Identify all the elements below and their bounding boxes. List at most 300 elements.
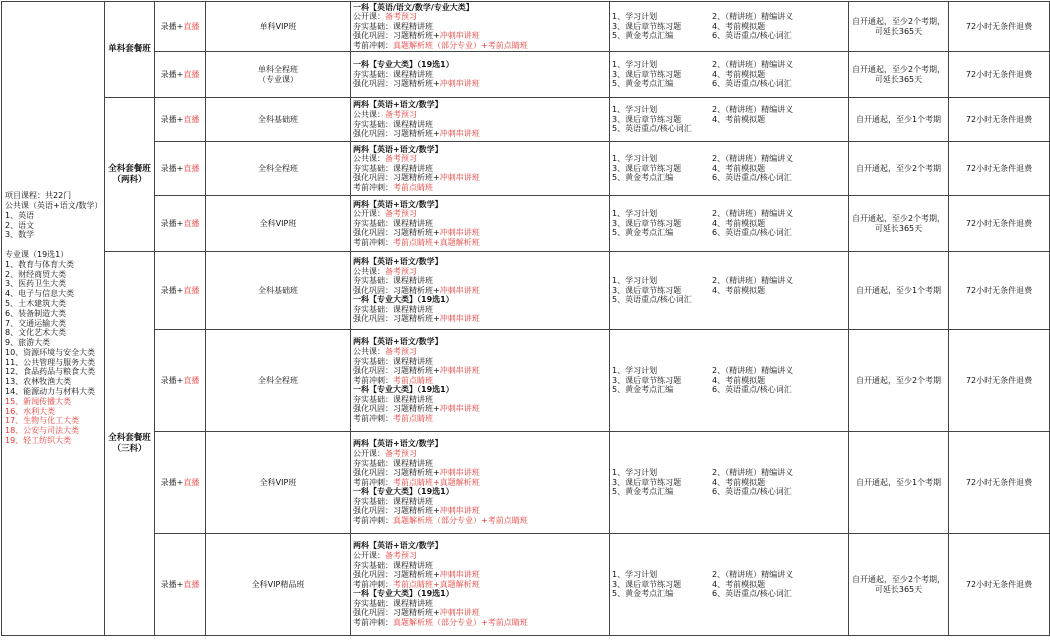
mode-live: 直播 (183, 69, 200, 79)
content-cell (351, 98, 610, 142)
content-line (353, 12, 607, 22)
course-name: 全科VIP精品班 (251, 579, 305, 589)
package-name-cell (105, 252, 155, 636)
catalog-line: 7、交通运输大类 (5, 318, 67, 328)
content-line (353, 366, 607, 376)
table-row (2, 142, 1050, 196)
catalog-line: 1、英语 (5, 210, 35, 220)
catalog-line: 3、数学 (5, 230, 35, 240)
content-highlight: 冲刺串讲班 (439, 228, 480, 238)
package-sub: （两科） (112, 174, 147, 185)
study-item: 3、课后章节练习题 (612, 114, 682, 124)
study-items-cell (610, 432, 849, 534)
content-highlight: 备考预习 (385, 12, 417, 22)
study-items-row (612, 70, 846, 80)
content-line (353, 295, 607, 305)
content-text: 夯实基础：课程精讲班 (353, 276, 433, 286)
content-text: 公共课： (353, 346, 385, 356)
study-items-cell (610, 252, 849, 330)
study-items-row (612, 79, 846, 89)
content-text: 一科【专业大类】（19选1） (353, 385, 454, 395)
refund-cell (949, 196, 1050, 252)
content-text: 两科【英语+语文/数学】 (353, 144, 443, 154)
content-text: 夯实基础：课程精讲班 (353, 394, 433, 404)
course-name-cell (206, 2, 351, 52)
study-items-row (612, 286, 846, 296)
course-name-cell (206, 142, 351, 196)
study-item: 1、学习计划 (612, 570, 658, 580)
study-item: 3、课后章节练习题 (612, 375, 682, 385)
catalog-line: 10、资源环境与安全大类 (5, 347, 96, 357)
table-row (2, 432, 1050, 534)
course-name: 单科VIP班 (259, 21, 297, 31)
content-text: 考前冲刺： (353, 375, 393, 385)
content-line (353, 22, 607, 32)
mode-plain: 录播+ (160, 21, 184, 31)
content-text: 考前冲刺： (353, 516, 393, 526)
catalog-line: 12、食品药品与粮食大类 (5, 367, 96, 377)
table-row (2, 196, 1050, 252)
term-line: 可延长365天 (874, 26, 923, 36)
content-highlight: 冲刺串讲班 (439, 173, 480, 183)
term-line: 可延长365天 (874, 74, 923, 84)
course-name: 全科全程班 (258, 375, 298, 385)
content-text: 强化巩固：习题精析班+ (353, 31, 440, 41)
study-items-row (612, 60, 846, 70)
content-text: 考前冲刺： (353, 237, 393, 247)
content-cell (351, 2, 610, 52)
term-line: 自开通起，至少1个考期 (855, 285, 942, 295)
content-highlight: 冲刺串讲班 (439, 506, 480, 516)
refund-text: 72小时无条件退费 (965, 579, 1033, 589)
term-line: 可延长365天 (874, 584, 923, 594)
content-highlight: 冲刺串讲班 (439, 79, 480, 89)
term-cell (849, 534, 949, 636)
content-text: 考前冲刺： (353, 40, 393, 50)
content-highlight: 冲刺串讲班 (439, 314, 480, 324)
content-line (353, 110, 607, 120)
study-item: 3、课后章节练习题 (612, 218, 682, 228)
study-item: 2、（精讲班）精编讲义 (712, 276, 794, 286)
content-line (353, 478, 607, 488)
refund-cell (949, 432, 1050, 534)
study-item: 6、英语重点/核心词汇 (712, 79, 792, 89)
term-line: 自开通起，至少2个考期， (851, 574, 946, 584)
content-highlight: 冲刺串讲班 (439, 366, 480, 376)
term-line: 自开通起，至少2个考期 (855, 375, 942, 385)
study-items-row (612, 115, 846, 125)
mode-live: 直播 (183, 21, 200, 31)
table-row (2, 98, 1050, 142)
course-name: 全科基础班 (258, 114, 298, 124)
refund-text: 72小时无条件退费 (965, 21, 1033, 31)
study-item: 2、（精讲班）精编讲义 (712, 570, 794, 580)
content-highlight: 备考预习 (385, 346, 417, 356)
course-name: 全科基础班 (258, 285, 298, 295)
content-highlight: 冲刺串讲班 (439, 31, 480, 41)
study-item: 4、考前模拟题 (712, 218, 766, 228)
refund-text: 72小时无条件退费 (965, 375, 1033, 385)
content-highlight: 考前点睛班+真题解析班 (393, 477, 480, 487)
study-item: 3、课后章节练习题 (612, 477, 682, 487)
content-line (353, 589, 607, 599)
content-line (353, 347, 607, 357)
mode-cell (155, 142, 206, 196)
content-text: 一科【专业大类】（19选1） (353, 60, 454, 70)
course-name: 全科VIP班 (259, 218, 297, 228)
study-item: 6、英语重点/核心词汇 (712, 385, 792, 395)
study-items-row (612, 385, 846, 395)
study-item: 1、学习计划 (612, 60, 658, 70)
study-item: 2、（精讲班）精编讲义 (712, 12, 794, 22)
content-line (353, 276, 607, 286)
content-line (353, 414, 607, 424)
refund-cell (949, 52, 1050, 98)
catalog-line: 1、教育与体育大类 (5, 259, 75, 269)
content-line (353, 487, 607, 497)
study-items-cell (610, 142, 849, 196)
mode-live: 直播 (183, 375, 200, 385)
package-label: 全科套餐班 (108, 163, 151, 174)
course-name-sub: （专业课） (258, 74, 298, 84)
study-item: 2、（精讲班）精编讲义 (712, 60, 794, 70)
content-line (353, 541, 607, 551)
study-item: 1、学习计划 (612, 154, 658, 164)
catalog-line: 3、医药卫生大类 (5, 279, 67, 289)
term-line: 自开通起，至少1个考期 (855, 114, 942, 124)
mode-cell (155, 534, 206, 636)
content-text: 公共课： (353, 154, 385, 164)
course-catalog-list (5, 191, 102, 446)
content-line (353, 145, 607, 155)
mode-plain: 录播+ (160, 375, 184, 385)
content-text: 公共课： (353, 109, 385, 119)
content-highlight: 冲刺串讲班 (439, 404, 480, 414)
study-items-cell (610, 534, 849, 636)
study-item: 6、英语重点/核心词汇 (712, 173, 792, 183)
content-highlight: 冲刺串讲班 (439, 468, 480, 478)
mode-plain: 录播+ (160, 477, 184, 487)
content-text: 考前冲刺： (353, 477, 393, 487)
mode-cell (155, 196, 206, 252)
package-name-cell (105, 98, 155, 252)
study-items-cell (610, 2, 849, 52)
term-line: 自开通起，至少2个考期 (855, 163, 942, 173)
content-line (353, 357, 607, 367)
study-item: 5、黄金考点汇编 (612, 173, 674, 183)
term-line: 可延长365天 (874, 223, 923, 233)
content-highlight: 考前点睛班 (393, 375, 433, 385)
content-text: 夯实基础：课程精讲班 (353, 69, 433, 79)
package-sub: （三科） (112, 443, 147, 454)
mode-plain: 录播+ (160, 218, 184, 228)
content-line (353, 404, 607, 414)
refund-text: 72小时无条件退费 (965, 114, 1033, 124)
table-row (2, 330, 1050, 432)
content-text: 强化巩固：习题精析班+ (353, 314, 440, 324)
term-cell (849, 142, 949, 196)
content-line (353, 385, 607, 395)
study-item: 2、（精讲班）精编讲义 (712, 366, 794, 376)
content-highlight: 冲刺串讲班 (439, 608, 480, 618)
study-items-row (612, 164, 846, 174)
refund-cell (949, 252, 1050, 330)
refund-cell (949, 2, 1050, 52)
package-label: 单科套餐班 (108, 44, 151, 54)
catalog-line: 6、装备制造大类 (5, 308, 67, 318)
table-row (2, 52, 1050, 98)
term-cell (849, 432, 949, 534)
catalog-line: 13、农林牧渔大类 (5, 377, 72, 387)
term-cell (849, 52, 949, 98)
content-line (353, 459, 607, 469)
course-name-cell (206, 534, 351, 636)
content-highlight: 冲刺串讲班 (439, 285, 480, 295)
content-text: 夯实基础：课程精讲班 (353, 163, 433, 173)
study-items-row (612, 228, 846, 238)
content-text: 夯实基础：课程精讲班 (353, 560, 433, 570)
term-cell (849, 252, 949, 330)
mode-cell (155, 330, 206, 432)
mode-live: 直播 (183, 114, 200, 124)
study-items-row (612, 487, 846, 497)
content-text: 夯实基础：课程精讲班 (353, 304, 433, 314)
study-items-cell (610, 52, 849, 98)
content-line (353, 183, 607, 193)
refund-text: 72小时无条件退费 (965, 285, 1033, 295)
content-line (353, 561, 607, 571)
content-text: 两科【英语+语文/数学】 (353, 541, 443, 551)
content-text: 两科【英语+语文/数学】 (353, 100, 443, 110)
content-line (353, 100, 607, 110)
content-text: 强化巩固：习题精析班+ (353, 173, 440, 183)
content-line (353, 551, 607, 561)
package-name-cell (105, 2, 155, 98)
catalog-line: 11、公共管理与服务大类 (5, 357, 96, 367)
content-text: 强化巩固：习题精析班+ (353, 404, 440, 414)
mode-live: 直播 (183, 285, 200, 295)
content-highlight: 真题解析班（部分专业）+考前点睛班 (393, 40, 528, 50)
refund-text: 72小时无条件退费 (965, 163, 1033, 173)
study-item: 2、（精讲班）精编讲义 (712, 105, 794, 115)
content-cell (351, 52, 610, 98)
content-line (353, 60, 607, 70)
content-line (353, 129, 607, 139)
course-name-cell (206, 252, 351, 330)
mode-live: 直播 (183, 218, 200, 228)
content-text: 考前冲刺： (353, 579, 393, 589)
content-cell (351, 142, 610, 196)
study-item: 5、黄金考点汇编 (612, 79, 674, 89)
content-cell (351, 432, 610, 534)
content-line (353, 228, 607, 238)
content-highlight: 备考预习 (385, 448, 417, 458)
content-text: 两科【英语+语文/数学】 (353, 439, 443, 449)
mode-live: 直播 (183, 477, 200, 487)
content-highlight: 考前点睛班 (393, 414, 433, 424)
content-line (353, 468, 607, 478)
course-name-cell (206, 330, 351, 432)
study-items-row (612, 589, 846, 599)
term-cell (849, 2, 949, 52)
study-item: 3、课后章节练习题 (612, 285, 682, 295)
catalog-line: 5、土木建筑大类 (5, 298, 67, 308)
mode-cell (155, 252, 206, 330)
term-cell (849, 196, 949, 252)
content-text: 夯实基础：课程精讲班 (353, 496, 433, 506)
term-cell (849, 98, 949, 142)
study-item: 4、考前模拟题 (712, 579, 766, 589)
catalog-line: 8、文化艺术大类 (5, 328, 67, 338)
content-line (353, 219, 607, 229)
content-text: 一科【英语/语文/数学/专业大类】 (353, 2, 474, 12)
study-items-cell (610, 196, 849, 252)
study-items-row (612, 219, 846, 229)
content-line (353, 506, 607, 516)
content-line (353, 337, 607, 347)
content-highlight: 冲刺串讲班 (439, 570, 480, 580)
study-items-row (612, 22, 846, 32)
study-items-row (612, 105, 846, 115)
study-item: 3、课后章节练习题 (612, 69, 682, 79)
content-line (353, 314, 607, 324)
content-text: 公开课： (353, 12, 385, 22)
content-line (353, 70, 607, 80)
content-line (353, 516, 607, 526)
catalog-line: 2、财经商贸大类 (5, 269, 67, 279)
content-line (353, 570, 607, 580)
content-text: 夯实基础：课程精讲班 (353, 598, 433, 608)
catalog-line: 2、语文 (5, 220, 35, 230)
content-text: 两科【英语+语文/数学】 (353, 199, 443, 209)
content-text: 两科【英语+语文/数学】 (353, 337, 443, 347)
content-text: 公共课： (353, 266, 385, 276)
refund-cell (949, 98, 1050, 142)
content-text: 强化巩固：习题精析班+ (353, 506, 440, 516)
refund-text: 72小时无条件退费 (965, 218, 1033, 228)
study-item: 4、考前模拟题 (712, 375, 766, 385)
content-highlight: 备考预习 (385, 209, 417, 219)
content-highlight: 真题解析班（部分专业）+考前点睛班 (393, 516, 528, 526)
catalog-line: 14、能源动力与材料大类 (5, 387, 96, 397)
content-text: 一科【专业大类】（19选1） (353, 487, 454, 497)
content-cell (351, 330, 610, 432)
content-text: 强化巩固：习题精析班+ (353, 285, 440, 295)
study-items-row (612, 366, 846, 376)
study-items-row (612, 468, 846, 478)
term-line: 自开通起，至少2个考期， (851, 64, 946, 74)
content-cell (351, 252, 610, 330)
content-line (353, 439, 607, 449)
content-highlight: 备考预习 (385, 550, 417, 560)
content-text: 夯实基础：课程精讲班 (353, 356, 433, 366)
content-highlight: 考前点睛班+真题解析班 (393, 237, 480, 247)
content-line (353, 200, 607, 210)
course-name-cell (206, 196, 351, 252)
study-item: 1、学习计划 (612, 366, 658, 376)
study-item: 2、（精讲班）精编讲义 (712, 468, 794, 478)
content-line (353, 257, 607, 267)
study-items-row (612, 276, 846, 286)
mode-cell (155, 2, 206, 52)
study-item: 4、考前模拟题 (712, 114, 766, 124)
content-highlight: 考前点睛班+真题解析班 (393, 579, 480, 589)
study-item: 4、考前模拟题 (712, 477, 766, 487)
study-items-cell (610, 330, 849, 432)
refund-text: 72小时无条件退费 (965, 69, 1033, 79)
mode-cell (155, 432, 206, 534)
content-text: 一科【专业大类】（19选1） (353, 589, 454, 599)
catalog-line: 18、公安与司法大类 (5, 426, 80, 436)
mode-cell (155, 52, 206, 98)
refund-text: 72小时无条件退费 (965, 477, 1033, 487)
content-line (353, 267, 607, 277)
study-item: 1、学习计划 (612, 105, 658, 115)
course-name: 单科全程班 (258, 64, 298, 74)
content-text: 夯实基础：课程精讲班 (353, 458, 433, 468)
mode-plain: 录播+ (160, 285, 184, 295)
content-text: 强化巩固：习题精析班+ (353, 228, 440, 238)
study-item: 3、课后章节练习题 (612, 579, 682, 589)
mode-plain: 录播+ (160, 579, 184, 589)
study-items-row (612, 173, 846, 183)
content-highlight: 考前点睛班 (393, 182, 433, 192)
study-item: 4、考前模拟题 (712, 163, 766, 173)
study-item: 4、考前模拟题 (712, 285, 766, 295)
content-text: 强化巩固：习题精析班+ (353, 608, 440, 618)
mode-cell (155, 98, 206, 142)
content-cell (351, 196, 610, 252)
table-row (2, 2, 1050, 52)
content-line (353, 376, 607, 386)
content-text: 强化巩固：习题精析班+ (353, 366, 440, 376)
content-line (353, 618, 607, 628)
content-text: 强化巩固：习题精析班+ (353, 129, 440, 139)
study-item: 2、（精讲班）精编讲义 (712, 154, 794, 164)
course-name: 全科全程班 (258, 163, 298, 173)
content-text: 公开课： (353, 209, 385, 219)
content-text: 考前冲刺： (353, 182, 393, 192)
content-line (353, 31, 607, 41)
study-item: 2、（精讲班）精编讲义 (712, 209, 794, 219)
refund-cell (949, 534, 1050, 636)
term-line: 自开通起，至少2个考期， (851, 213, 946, 223)
study-items-row (612, 12, 846, 22)
study-item: 5、黄金考点汇编 (612, 487, 674, 497)
course-name-cell (206, 52, 351, 98)
study-item: 5、黄金考点汇编 (612, 228, 674, 238)
study-item: 5、黄金考点汇编 (612, 31, 674, 41)
content-text: 强化巩固：习题精析班+ (353, 468, 440, 478)
study-items-row (612, 376, 846, 386)
study-items-cell (610, 98, 849, 142)
mode-live: 直播 (183, 163, 200, 173)
table-row (2, 534, 1050, 636)
catalog-line: 17、生物与化工大类 (5, 416, 80, 426)
content-highlight: 冲刺串讲班 (439, 129, 480, 139)
study-items-row (612, 209, 846, 219)
course-name-cell (206, 432, 351, 534)
catalog-line: 9、旅游大类 (5, 338, 51, 348)
study-item: 1、学习计划 (612, 12, 658, 22)
study-item: 1、学习计划 (612, 209, 658, 219)
course-package-table (1, 1, 1050, 636)
study-item: 5、英语重点/核心词汇 (612, 295, 692, 305)
content-text: 强化巩固：习题精析班+ (353, 570, 440, 580)
study-item: 6、英语重点/核心词汇 (712, 228, 792, 238)
catalog-line: 项目课程：共22门 (5, 191, 72, 201)
study-items-row (612, 154, 846, 164)
